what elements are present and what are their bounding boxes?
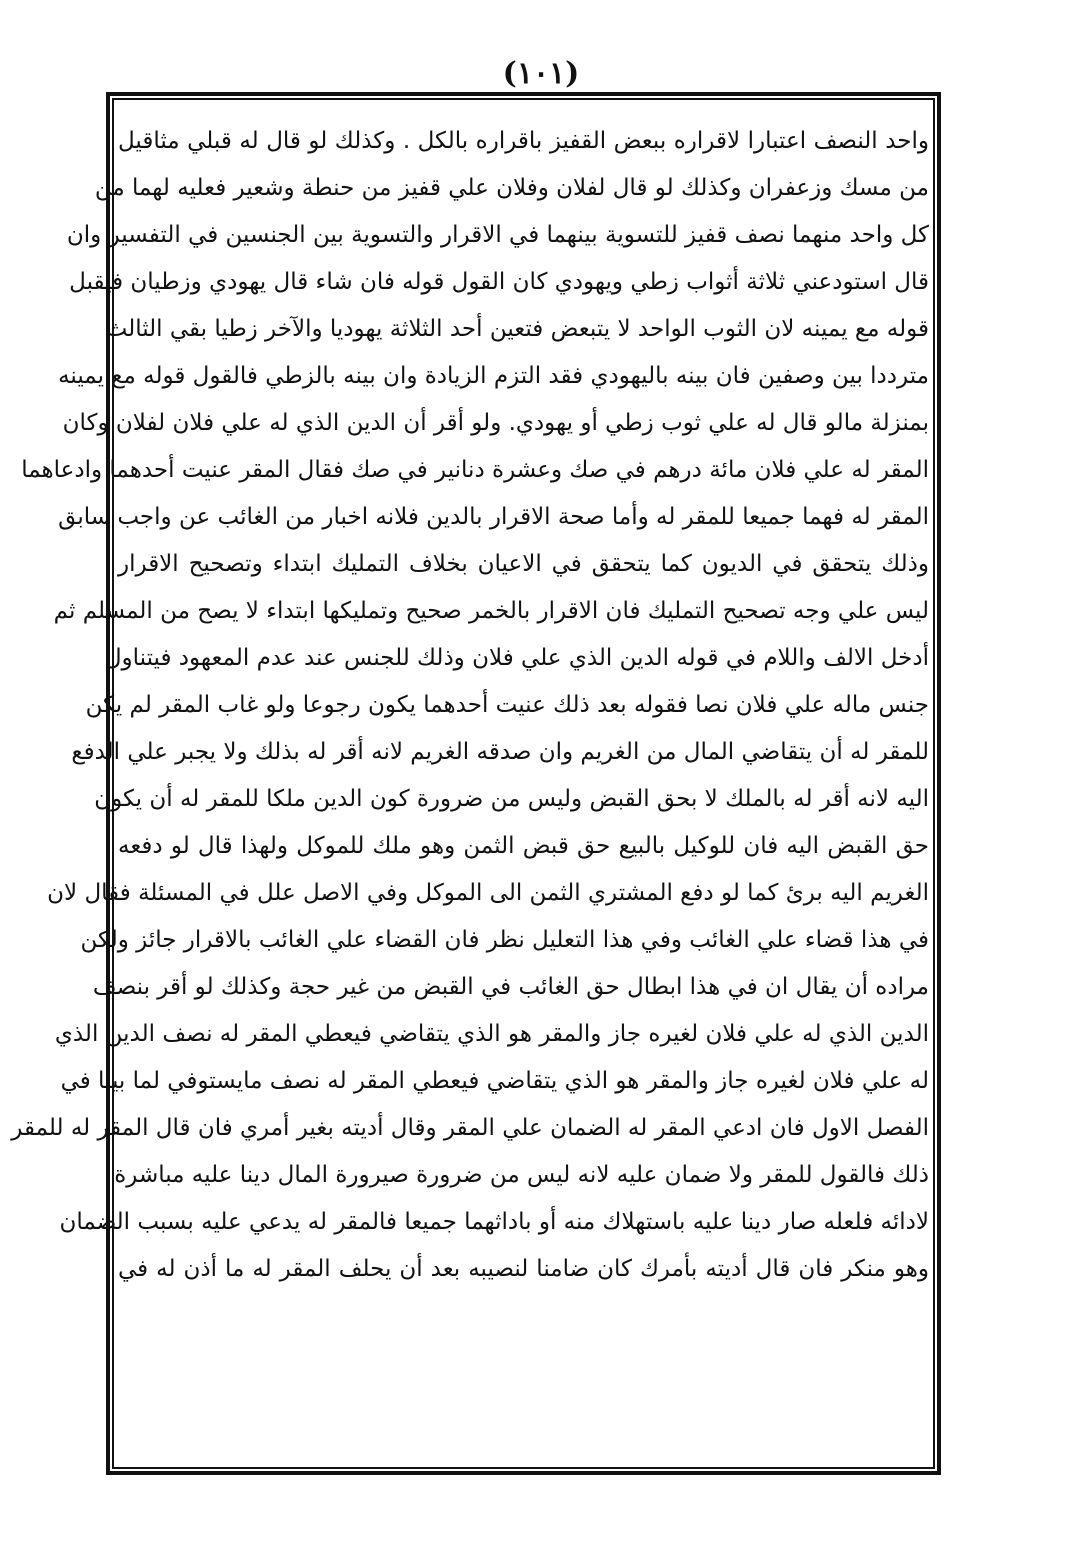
text-line: أدخل الالف واللام في قوله الدين الذي علي فلان وذلك للجنس عند عدم المعهود فيتناول <box>104 645 929 671</box>
text-line: كل واحد منهما نصف قفيز للتسوية بينهما في الاقرار والتسوية بين الجنسين في التفسير وان <box>66 222 929 248</box>
text-line: وذلك يتحقق في الديون كما يتحقق في الاعيان بخلاف التمليك ابتداء وتصحيح الاقرار <box>118 551 929 577</box>
text-line: جنس ماله علي فلان نصا فقوله بعد ذلك عنيت أحدهما يكون رجوعا ولو غاب المقر لم يكن <box>85 692 929 718</box>
text-line: له علي فلان لغيره جاز والمقر هو الذي يتقاضي فيعطي المقر له نصف مايستوفي لما بينا في <box>60 1068 929 1094</box>
text-line: المقر له علي فلان مائة درهم في صك وعشرة دنانير في صك فقال المقر عنيت أحدهما وادعاهما <box>21 457 929 483</box>
text-line: للمقر له أن يتقاضي المال من الغريم وان صدقه الغريم لانه أقر له بذلك ولا يجبر علي الدفع <box>71 739 929 765</box>
text-line: ذلك فالقول للمقر ولا ضمان عليه لانه ليس من ضرورة صيرورة المال دينا عليه مباشرة <box>114 1162 929 1188</box>
body-text <box>11 118 929 1293</box>
text-line: اليه لانه أقر له بالملك لا بحق القبض وليس من ضرورة كون الدين ملكا للمقر له أن يكون <box>94 786 929 812</box>
text-line: ليس علي وجه تصحيح التمليك فان الاقرار بالخمر صحيح وتمليكها ابتداء لا يصح من المسلم ثم <box>53 598 929 624</box>
text-line: واحد النصف اعتبارا لاقراره ببعض القفيز باقراره بالكل . وكذلك لو قال له قبلي مثاقيل <box>118 128 929 154</box>
text-line: في هذا قضاء علي الغائب وفي هذا التعليل نظر فان القضاء علي الغائب بالاقرار جائز ولكن <box>80 927 929 953</box>
text-line: مترددا بين وصفين فان بينه باليهودي فقد التزم الزيادة وان بينه بالزطي فالقول قوله مع يمينه <box>58 363 929 389</box>
text-line: من مسك وزعفران وكذلك لو قال لفلان وفلان علي قفيز من حنطة وشعير فعليه لهما من <box>94 175 929 201</box>
text-line: لادائه فلعله صار دينا عليه باستهلاك منه أو باداثهما جميعا فالمقر له يدعي عليه بسبب الضمان <box>59 1209 929 1235</box>
text-line: الفصل الاول فان ادعي المقر له الضمان علي المقر وقال أديته بغير أمري فان قال المقر له للمقر <box>11 1115 929 1141</box>
text-line: المقر له فهما جميعا للمقر له وأما صحة الاقرار بالدين فلانه اخبار من الغائب عن واجب سابق <box>58 504 929 530</box>
text-line: الغريم اليه برئ كما لو دفع المشتري الثمن الى الموكل وفي الاصل علل في المسئلة فقال لان <box>47 880 929 906</box>
text-line: قوله مع يمينه لان الثوب الواحد لا يتبعض فتعين أحد الثلاثة يهوديا والآخر زطيا بقي الثالث <box>105 316 929 342</box>
text-line: وهو منكر فان قال أديته بأمرك كان ضامنا لنصيبه بعد أن يحلف المقر له ما أذن له في <box>118 1256 929 1282</box>
page-number: (١٠١) <box>502 56 580 91</box>
text-line: حق القبض اليه فان للوكيل بالبيع حق قبض الثمن وهو ملك للموكل ولهذا قال لو دفعه <box>118 833 929 859</box>
text-line: الدين الذي له علي فلان لغيره جاز والمقر هو الذي يتقاضي فيعطي المقر له نصف الدين الذي <box>54 1021 929 1047</box>
text-line: بمنزلة مالو قال له علي ثوب زطي أو يهودي. ولو أقر أن الدين الذي له علي فلان لفلان وكان <box>62 410 929 436</box>
text-line: مراده أن يقال ان في هذا ابطال حق الغائب في القبض من غير حجة وكذلك لو أقر بنصف <box>92 974 929 1000</box>
text-line: قال استودعني ثلاثة أثواب زطي ويهودي كان القول قوله فان شاء قال يهودي وزطيان فيقبل <box>69 269 929 295</box>
